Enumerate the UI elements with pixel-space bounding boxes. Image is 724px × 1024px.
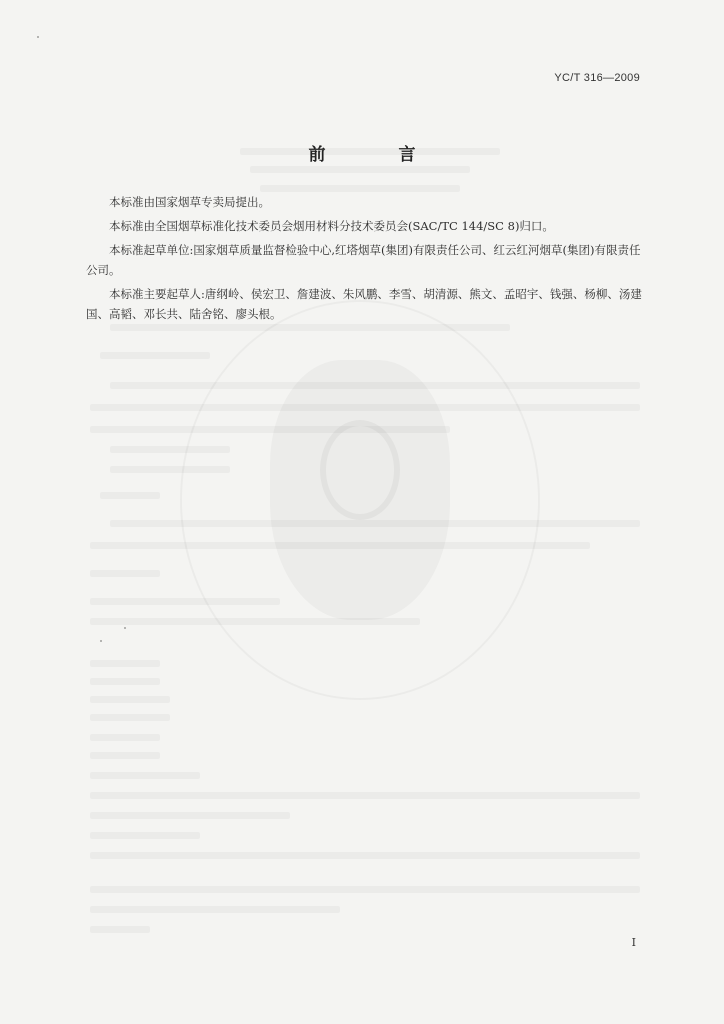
scan-speck [124,627,126,629]
scan-speck [100,640,102,642]
show-through-emblem-core [320,420,400,520]
paragraph-drafting-units: 本标准起草单位:国家烟草质量监督检验中心,红塔烟草(集团)有限责任公司、红云红河烟草(集团)有限责任公司。 [86,243,641,277]
paragraph-proposer: 本标准由国家烟草专卖局提出。 [109,195,270,209]
standard-code: YC/T 316—2009 [554,72,640,84]
section-title: 前 言 [308,145,444,165]
paragraph-drafters: 本标准主要起草人:唐纲岭、侯宏卫、詹建波、朱风鹏、李雪、胡清源、熊文、孟昭宇、钱强、杨柳、汤建国、高韬、邓长共、陆舍铭、廖头根。 [86,287,642,321]
paragraph-committee: 本标准由全国烟草标准化技术委员会烟用材料分技术委员会(SAC/TC 144/SC 8)归口。 [109,219,554,233]
scan-speck [37,36,39,38]
foreword-body [86,192,646,328]
page-number: I [631,936,636,949]
